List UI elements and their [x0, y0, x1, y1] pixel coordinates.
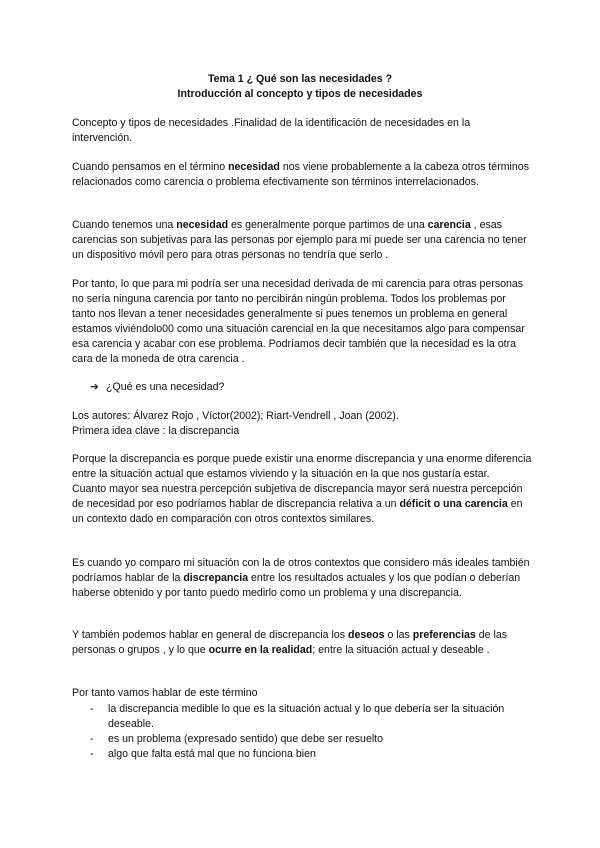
- question-bullet: [90, 380, 224, 395]
- paragraph-comparacion: Es cuando yo comparo mi situación con la de otros contextos que considero más ideales también podríamos hablar de la discrepancia entre los resultados actuales y los que podían o deberían haberse obtenido y por tanto puedo medirlo como un problema y una discrepancia.: [72, 557, 530, 599]
- paragraph-intro: Concepto y tipos de necesidades .Finalidad de la identificación de necesidades en la intervención.: [72, 117, 471, 144]
- paragraph-termino: Por tanto vamos hablar de este término: [72, 687, 258, 699]
- document-subtitle: Introducción al concepto y tipos de necesidades: [177, 88, 423, 100]
- question-text: ¿Qué es una necesidad?: [106, 381, 225, 393]
- list-item: - la discrepancia medible lo que es la situación actual y lo que debería ser la situación deseable.: [90, 703, 505, 730]
- arrow-icon: ➔: [90, 381, 99, 393]
- paragraph-carencia: Cuando tenemos una necesidad es generalmente porque partimos de una carencia , esas carencias son subjetivas para las personas por ejemplo para mi puede ser una carencia no tener un dispositivo móvil pero para otras personas no tendría que serlo .: [72, 219, 527, 261]
- paragraph-por-tanto: Por tanto, lo que para mi podría ser una necesidad derivada de mi carencia para otras personas no sería ninguna carencia por tanto no percibirán ningún problema. Todos los problemas por tanto nos llevan a tener necesidades generalmente si pues tenemos un problema en general estamos viviéndolo00 como una situación carencial en la que necesitamos algo para compensar esa carencia y acabar con ese problema. Podríamos decir también que la necesidad es la otra cara de la moneda de otra carencia .: [72, 278, 525, 365]
- document-title: Tema 1 ¿ Qué son las necesidades ?: [207, 73, 393, 85]
- paragraph-autores: Los autores: Álvarez Rojo , Víctor(2002); Riart-Vendrell , Joan (2002). Primera idea clave : la discrepancia: [72, 410, 399, 437]
- paragraph-necesidad: Cuando pensamos en el término necesidad nos viene probablemente a la cabeza otros términos relacionados como carencia o problema efectivamente son términos interrelacionados.: [72, 161, 529, 188]
- definition-list: [90, 702, 530, 762]
- paragraph-deseos: Y también podemos hablar en general de discrepancia los deseos o las preferencias de las personas o grupos , y lo que ocurre en la realidad; entre la situación actual y deseable .: [72, 629, 508, 656]
- list-item: - es un problema (expresado sentido) que debe ser resuelto: [90, 733, 384, 745]
- list-item: - algo que falta está mal que no funciona bien: [90, 748, 316, 760]
- paragraph-discrepancia: Porque la discrepancia es porque puede existir una enorme discrepancia y una enorme diferencia entre la situación actual que estamos viviendo y la situación en la que nos gustaría estar. Cuanto mayor sea nuestra percepción subjetiva de discrepancia mayor será nuestra percepción de necesidad por eso podríamos hablar de discrepancia relativa a un déficit o una carencia en un contexto dado en comparación con otros contextos similares.: [72, 453, 532, 525]
